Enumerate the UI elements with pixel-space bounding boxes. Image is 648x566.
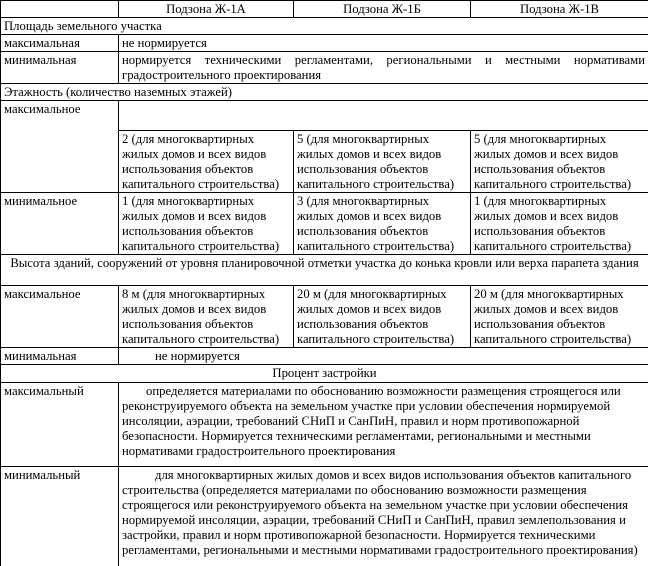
height-max-zh1v: 20 м (для многоквартирных жилых домов и всех видов использования объектов капитального строительства) (471, 286, 648, 348)
header-subzone-zh1b: Подзона Ж-1Б (294, 1, 471, 18)
coverage-min-value: для многоквартирных жилых домов и всех видов использования объектов капитального строительства (определяется материалами по обоснованию возможности размещения строящегося или реконструируемого объекта на земельном участке при условии обеспечения нормируемой инсоляции, аэрации, требований СНиП и СанПиН, правил землепользования и застройки, правил и норм противопожарной безопасности. Нормируется техническими регламентами, региональными и местными нормативами градостроительного проектирования) (119, 467, 648, 566)
storeys-max-zh1b: 5 (для многоквартирных жилых домов и всех видов использования объектов капитального строительства) (294, 131, 471, 193)
section-title-land-area: Площадь земельного участка (1, 18, 648, 35)
coverage-max-label: максимальный (1, 383, 119, 467)
storeys-max-zh1a: 2 (для многоквартирных жилых домов и всех видов использования объектов капитального строительства) (119, 131, 294, 193)
header-subzone-zh1v: Подзона Ж-1В (471, 1, 648, 18)
storeys-min-label: минимальное (1, 193, 119, 255)
height-min-value: не нормируется (119, 348, 648, 365)
storeys-max-empty-cell (119, 101, 648, 131)
height-min-label: минимальная (1, 348, 119, 365)
storeys-min-zh1b: 3 (для многоквартирных жилых домов и всех видов использования объектов капитального строительства) (294, 193, 471, 255)
header-subzone-zh1a: Подзона Ж-1А (119, 1, 294, 18)
section-title-building-height: Высота зданий, сооружений от уровня планировочной отметки участка до конька кровли или верха парапета здания (1, 255, 648, 286)
land-area-max-label: максимальная (1, 35, 119, 52)
storeys-max-label: максимальное (1, 101, 119, 193)
land-area-max-value: не нормируется (119, 35, 648, 52)
coverage-max-value: определяется материалами по обоснованию возможности размещения строящегося или реконструируемого объекта на земельном участке при условии обеспечения нормируемой инсоляции, аэрации, требований СНиП и СанПиН, правил и норм противопожарной безопасности. Нормируется техническими регламентами, региональными и местными нормативами градостроительного проектирования (119, 383, 648, 467)
land-area-min-label: минимальная (1, 52, 119, 84)
coverage-min-label: минимальный (1, 467, 119, 566)
section-title-coverage: Процент застройки (1, 365, 648, 383)
height-max-zh1a: 8 м (для многоквартирных жилых домов и всех видов использования объектов капитального строительства) (119, 286, 294, 348)
storeys-min-zh1v: 1 (для многоквартирных жилых домов и всех видов использования объектов капитального строительства) (471, 193, 648, 255)
section-title-storeys: Этажность (количество наземных этажей) (1, 84, 648, 101)
height-max-label: максимальное (1, 286, 119, 348)
storeys-min-zh1a: 1 (для многоквартирных жилых домов и всех видов использования объектов капитального строительства) (119, 193, 294, 255)
land-area-min-value: нормируется техническими регламентами, региональными и местными нормативами градостроительного проектирования (119, 52, 648, 84)
height-max-zh1b: 20 м (для многоквартирных жилых домов и всех видов использования объектов капитального строительства) (294, 286, 471, 348)
header-corner-cell (1, 1, 119, 18)
storeys-max-zh1v: 5 (для многоквартирных жилых домов и всех видов использования объектов капитального строительства) (471, 131, 648, 193)
